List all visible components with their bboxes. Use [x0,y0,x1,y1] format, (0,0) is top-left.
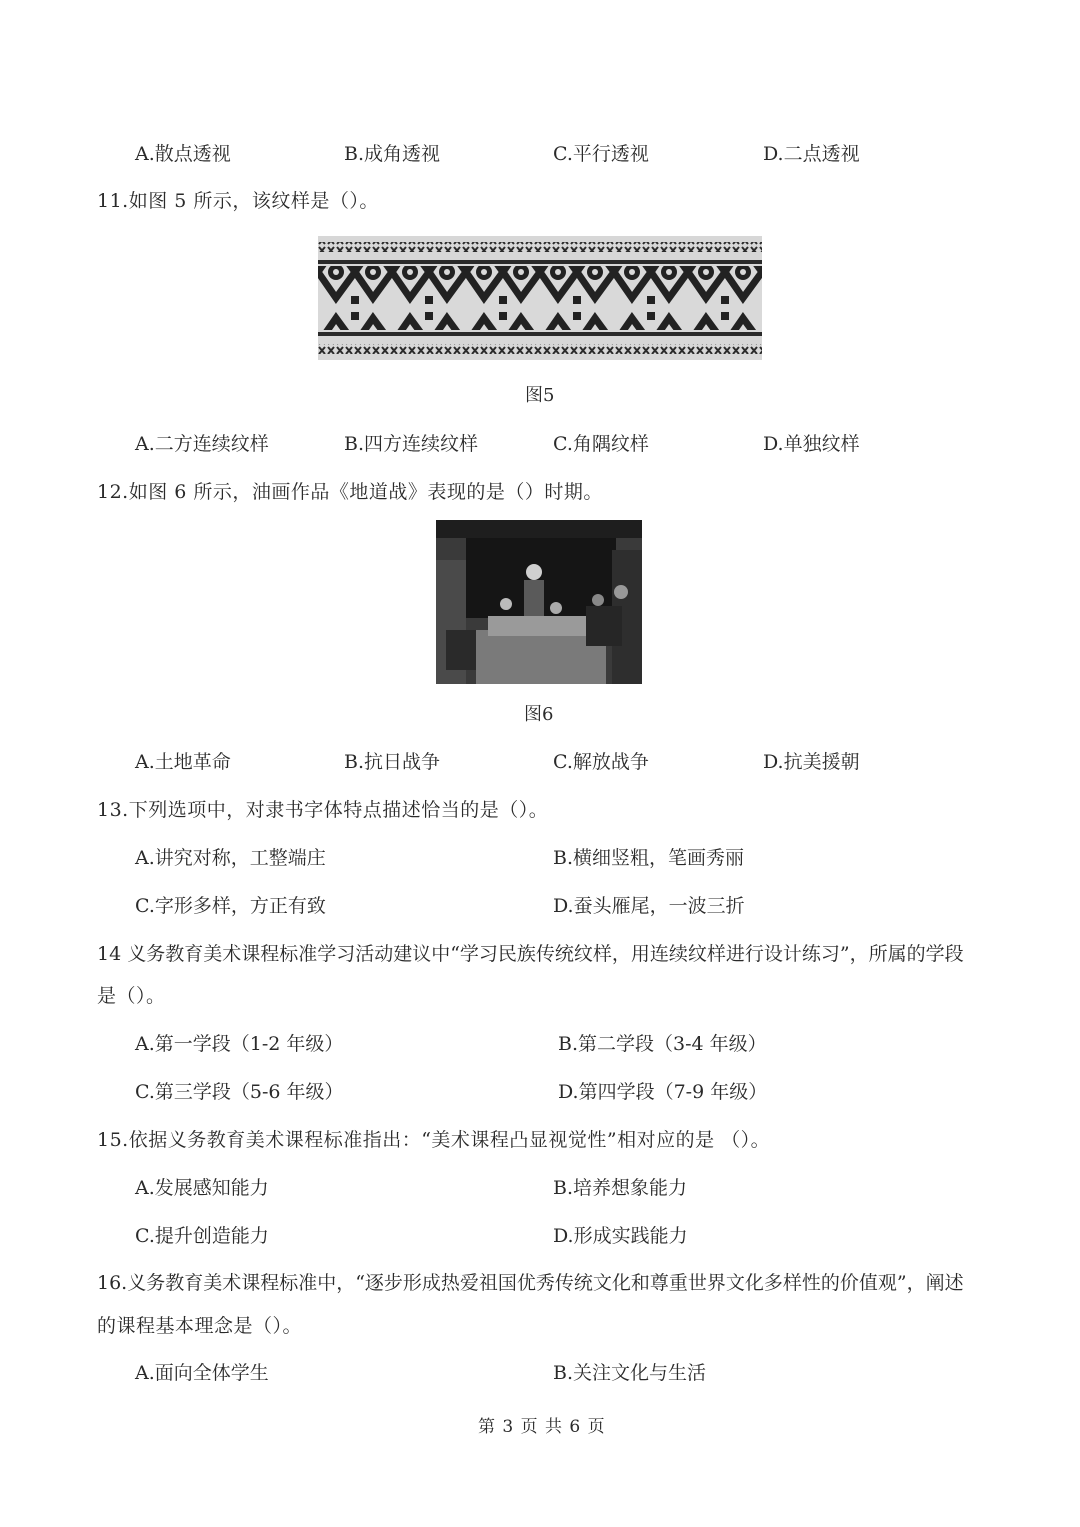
q12-option-d: D.抗美援朝 [763,751,860,773]
q12-stem: 12.如图 6 所示，油画作品《地道战》表现的是（）时期。 [97,481,603,503]
q10-option-c: C.平行透视 [553,143,649,165]
figure-5-pattern-image [318,236,762,360]
figure-5-caption: 图5 [525,385,555,406]
q12-option-c: C.解放战争 [553,751,649,773]
figure-6-painting-image [436,520,642,684]
q11-option-b: B.四方连续纹样 [344,433,479,455]
q15-option-c: C.提升创造能力 [135,1225,269,1247]
q14-option-b: B.第二学段（3-4 年级） [558,1033,767,1055]
q15-stem: 15.依据义务教育美术课程标准指出：“美术课程凸显视觉性”相对应的是 （）。 [97,1129,771,1151]
page-number-footer: 第 3 页 共 6 页 [478,1417,606,1437]
q15-option-b: B.培养想象能力 [553,1177,688,1199]
q13-stem: 13.下列选项中，对隶书字体特点描述恰当的是（）。 [97,799,549,821]
q14-stem-line1: 14 义务教育美术课程标准学习活动建议中“学习民族传统纹样，用连续纹样进行设计练习”，所属的学段 [97,943,964,965]
q16-option-b: B.关注文化与生活 [553,1362,707,1384]
q14-option-c: C.第三学段（5-6 年级） [135,1081,344,1103]
q13-option-b: B.横细竖粗，笔画秀丽 [553,847,745,869]
q16-option-a: A.面向全体学生 [135,1362,269,1384]
q12-option-b: B.抗日战争 [344,751,441,773]
q11-option-a: A.二方连续纹样 [135,433,269,455]
q13-option-a: A.讲究对称，工整端庄 [135,847,326,869]
q14-stem-line2: 是（）。 [97,985,166,1007]
q13-option-c: C.字形多样，方正有致 [135,895,326,917]
q11-stem: 11.如图 5 所示，该纹样是（）。 [97,190,379,212]
q14-option-a: A.第一学段（1-2 年级） [135,1033,344,1055]
q10-option-b: B.成角透视 [344,143,441,165]
q16-stem-line2: 的课程基本理念是（）。 [97,1315,303,1337]
q15-option-d: D.形成实践能力 [553,1225,688,1247]
q15-option-a: A.发展感知能力 [135,1177,269,1199]
q10-option-d: D.二点透视 [763,143,860,165]
q12-option-a: A.土地革命 [135,751,231,773]
q11-option-d: D.单独纹样 [763,433,860,455]
q16-stem-line1: 16.义务教育美术课程标准中，“逐步形成热爱祖国优秀传统文化和尊重世界文化多样性的价值观”，阐述 [97,1272,964,1294]
q13-option-d: D.蚕头雁尾，一波三折 [553,895,745,917]
q14-option-d: D.第四学段（7-9 年级） [558,1081,768,1103]
q10-option-a: A.散点透视 [135,143,231,165]
q11-option-c: C.角隅纹样 [553,433,649,455]
figure-6-caption: 图6 [524,704,554,725]
